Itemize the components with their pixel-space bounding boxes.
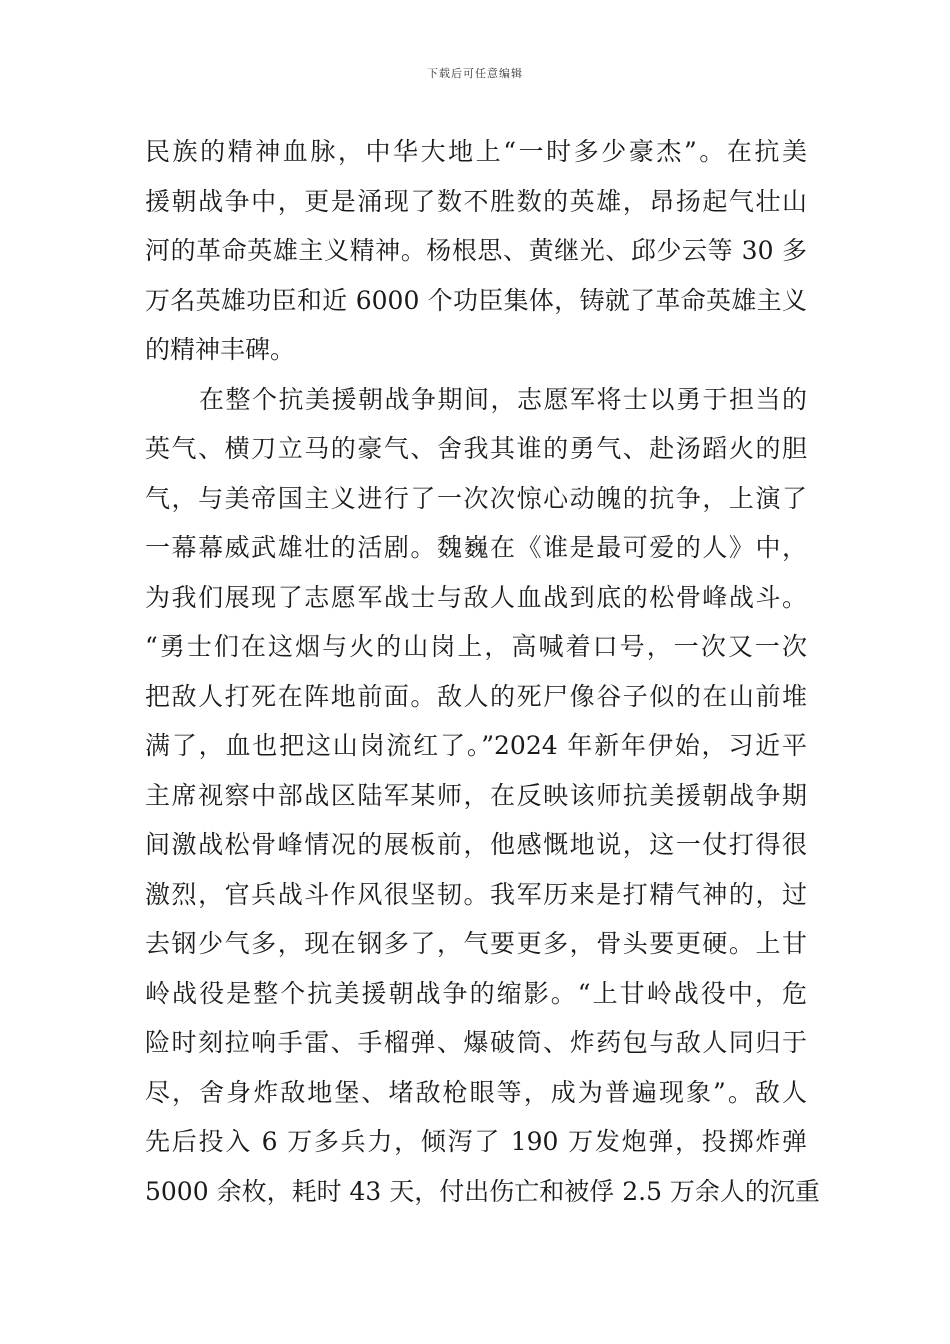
text-line: 间激战松骨峰情况的展板前，他感慨地说，这一仗打得很 [145,830,807,859]
text-line: 尽，舍身炸敌地堡、堵敌枪眼等，成为普遍现象”。敌人 [145,1077,807,1107]
text-line: 的精神丰碑。 [145,335,296,364]
text-line: 援朝战争中，更是涌现了数不胜数的英雄，昂扬起气壮山 [145,186,807,216]
text-line: 险时刻拉响手雷、手榴弹、爆破筒、炸药包与敌人同归于 [145,1028,807,1057]
text-line: 气，与美帝国主义进行了一次次惊心动魄的抗争，上演了 [145,483,807,513]
text-line: 主席视察中部战区陆军某师，在反映该师抗美援朝战争期 [145,780,807,810]
text-line: 民族的精神血脉，中华大地上“一时多少豪杰”。在抗美 [145,137,807,166]
text-line: 先后投入 6 万多兵力，倾泻了 190 万发炮弹，投掷炸弹 [145,1127,807,1156]
text-line: 把敌人打死在阵地前面。敌人的死尸像谷子似的在山前堆 [145,681,807,711]
text-line: 去钢少气多，现在钢多了，气要更多，骨头要更硬。上甘 [145,929,807,958]
text-line: 一幕幕威武雄壮的活剧。魏巍在《谁是最可爱的人》中， [145,533,807,562]
text-line: “勇士们在这烟与火的山岗上，高喊着口号，一次又一次 [145,632,807,661]
text-line: 5000 余枚，耗时 43 天，付出伤亡和被俘 2.5 万余人的沉重 [145,1176,820,1206]
page-header: 下载后可任意编辑 [427,67,523,80]
text-line: 满了，血也把这山岗流红了。”2024 年新年伊始，习近平 [145,731,807,760]
text-line: 激烈，官兵战斗作风很坚韧。我军历来是打精气神的，过 [145,879,807,909]
text-line: 英气、横刀立马的豪气、舍我其谁的勇气、赴汤蹈火的胆 [145,434,807,463]
text-line: 河的革命英雄主义精神。杨根思、黄继光、邱少云等 30 多 [145,236,807,265]
text-line: 为我们展现了志愿军战士与敌人血战到底的松骨峰战斗。 [145,582,807,612]
text-line: 岭战役是整个抗美援朝战争的缩影。“上甘岭战役中，危 [145,978,807,1008]
document-body [145,127,820,1216]
text-line: 万名英雄功臣和近 6000 个功臣集体，铸就了革命英雄主义 [145,285,807,315]
text-line: 在整个抗美援朝战争期间，志愿军将士以勇于担当的 [199,384,807,414]
